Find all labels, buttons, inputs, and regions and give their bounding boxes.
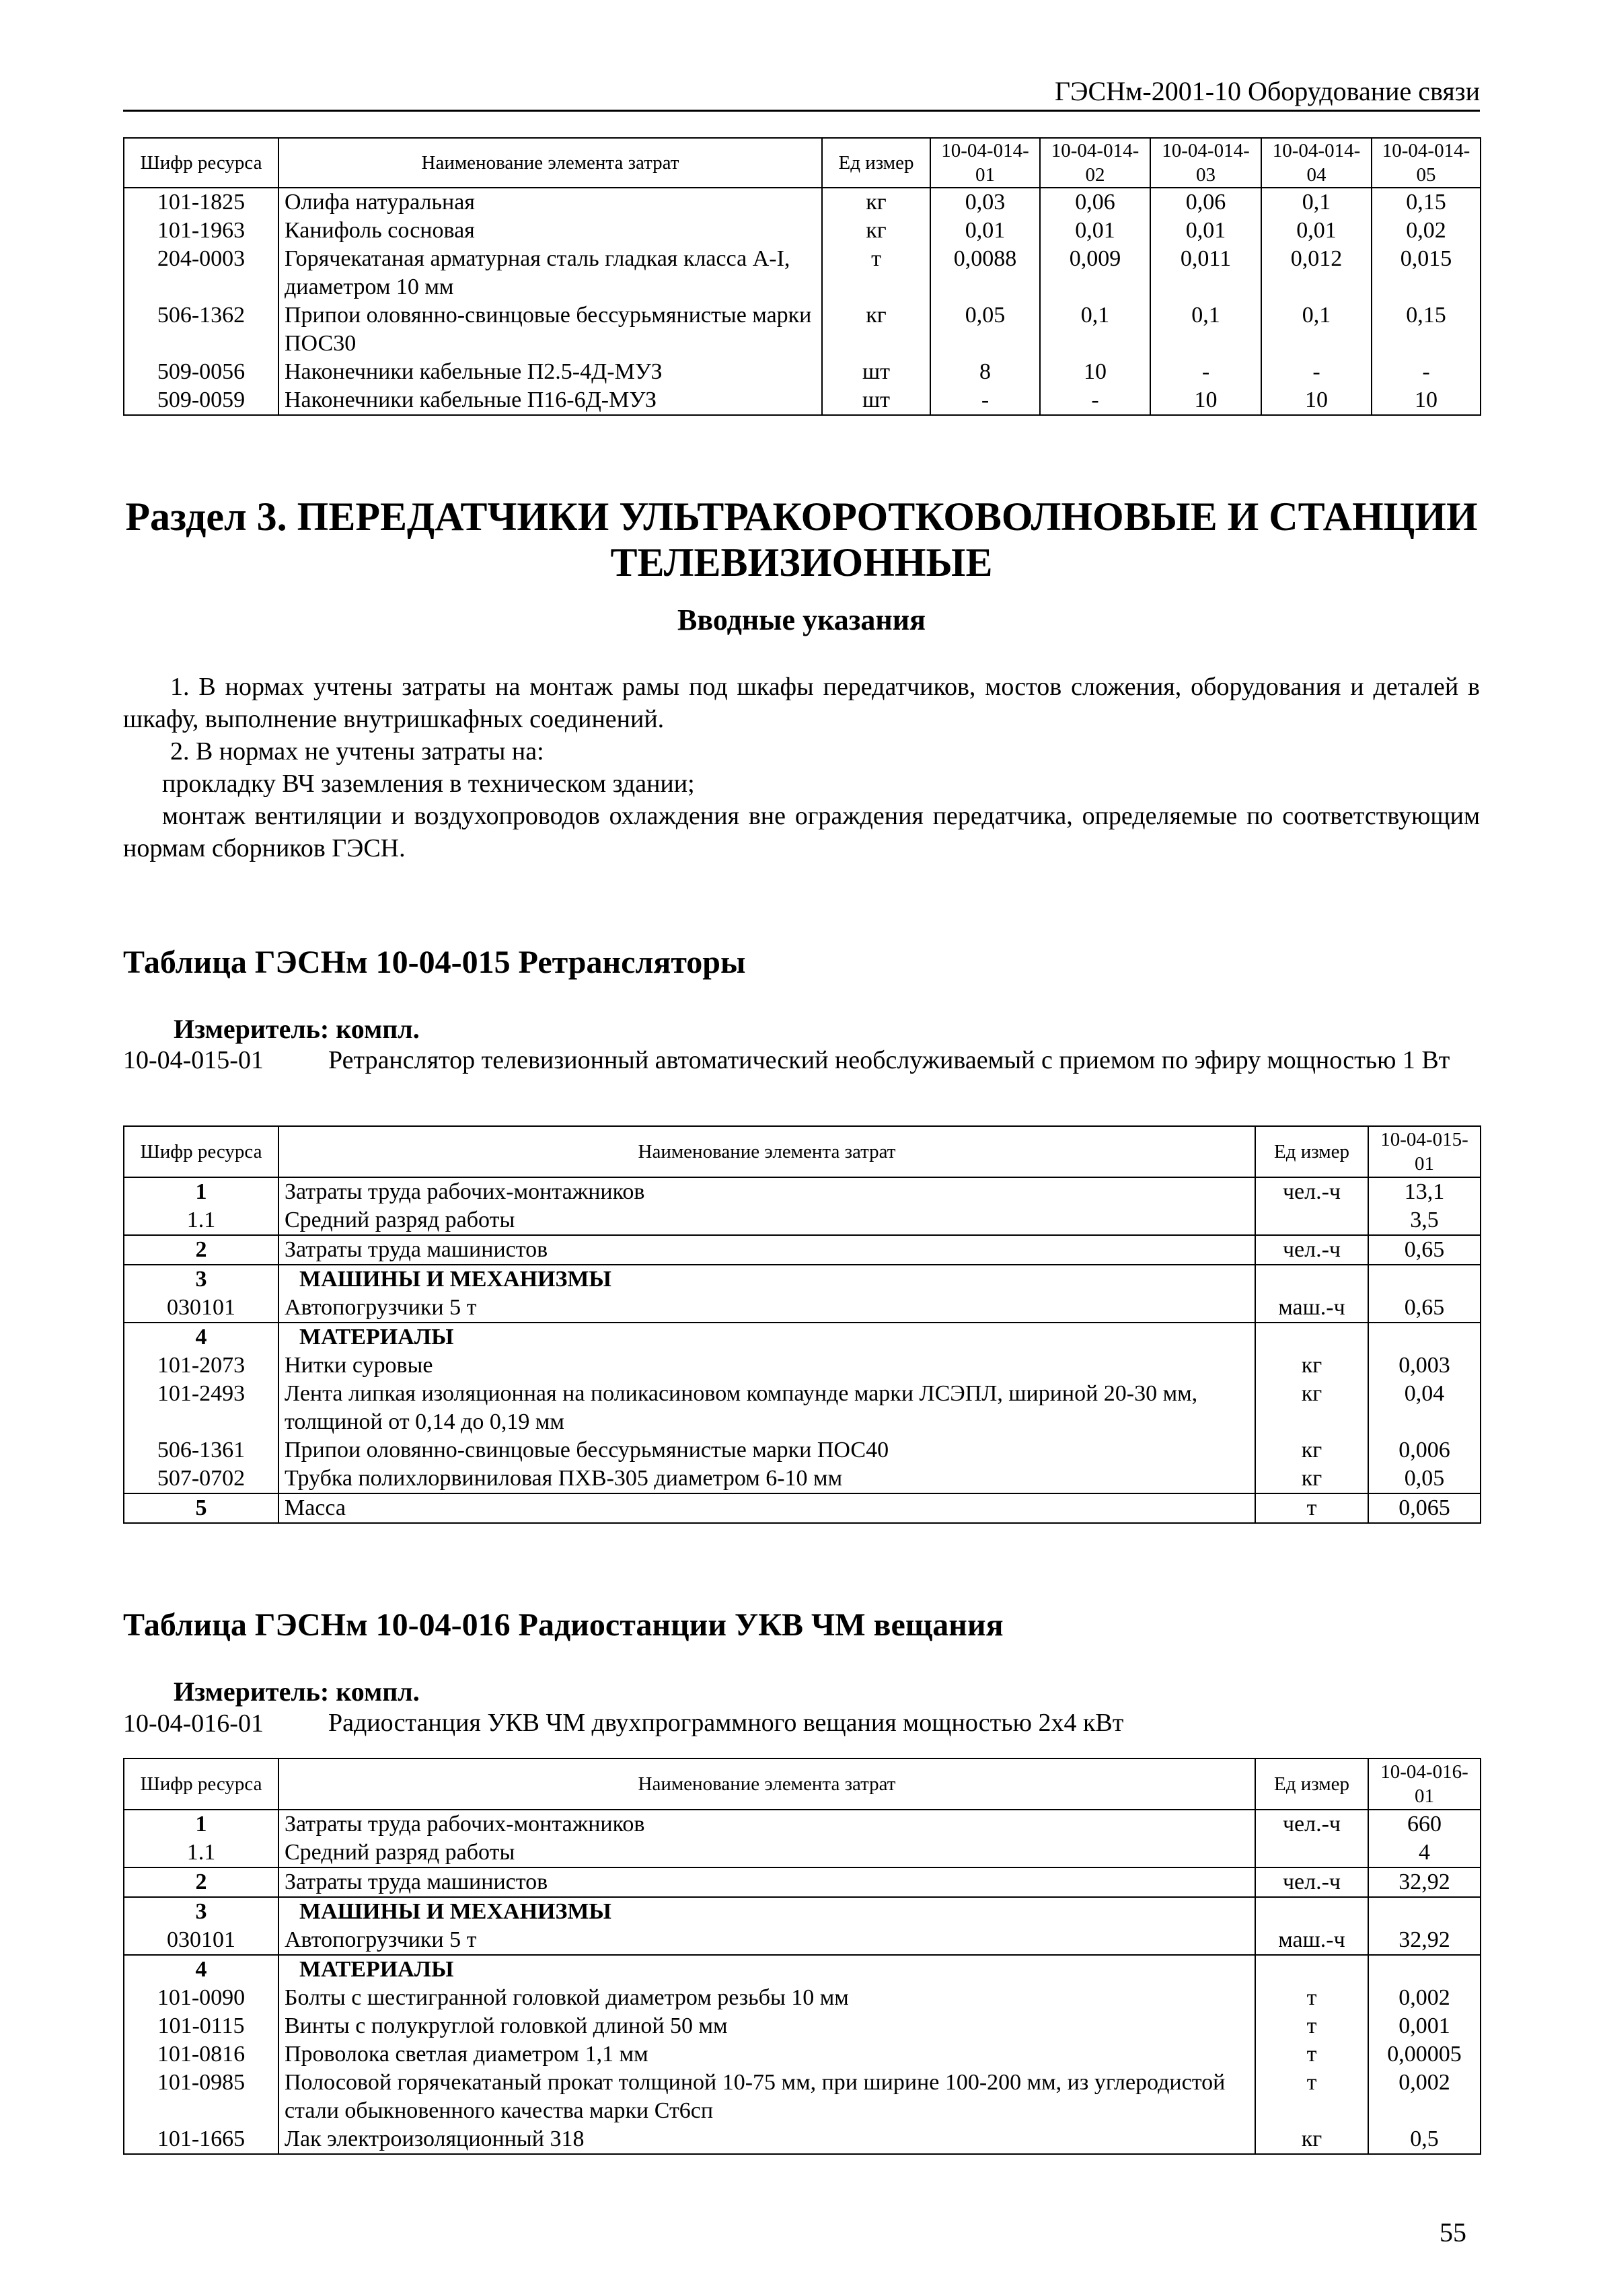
resource-name: Масса (278, 1493, 1255, 1523)
norm-code: 10-04-015-01 (123, 1046, 264, 1074)
resource-code: 101-1963 (124, 217, 278, 245)
value: 0,006 (1368, 1436, 1481, 1465)
col-header: Ед измер (1255, 1758, 1368, 1810)
value: - (1040, 386, 1150, 415)
table-row (124, 245, 1481, 301)
value: 0,002 (1368, 2069, 1481, 2125)
value: 0,01 (1150, 217, 1261, 245)
unit: кг (1255, 1465, 1368, 1493)
group-heading: МАШИНЫ И МЕХАНИЗМЫ (278, 1265, 1255, 1294)
value: 0,009 (1040, 245, 1150, 301)
resource-name: Средний разряд работы (278, 1206, 1255, 1235)
resource-code: 1 (124, 1177, 278, 1206)
intro-paragraph: монтаж вентиляции и воздухопроводов охлаждения вне ограждения передатчика, определяемые по соответствующим нормам сборников ГЭСН. (123, 802, 1480, 862)
col-header: Шифр ресурса (124, 1126, 278, 1177)
value: 0,01 (930, 217, 1040, 245)
unit: т (1255, 2069, 1368, 2125)
unit: маш.-ч (1255, 1294, 1368, 1323)
group-heading: МАТЕРИАЛЫ (278, 1323, 1255, 1351)
resource-code: 3 (124, 1265, 278, 1294)
col-header: 10-04-014-05 (1372, 138, 1481, 188)
table-row (124, 1177, 1481, 1206)
table-row (124, 1839, 1481, 1867)
measure-unit: Измеритель: компл. (174, 1676, 420, 1707)
value: 0,002 (1368, 1984, 1481, 2012)
col-header: Наименование элемента затрат (278, 1126, 1255, 1177)
value: 0,1 (1040, 301, 1150, 358)
unit: кг (1255, 1351, 1368, 1380)
resource-name: Горячекатаная арматурная сталь гладкая класса А-I, диаметром 10 мм (278, 245, 822, 301)
intro-paragraph: прокладку ВЧ заземления в техническом здании; (162, 770, 695, 798)
resource-code: 101-0090 (124, 1984, 278, 2012)
value: 0,01 (1261, 217, 1372, 245)
resource-code: 2 (124, 1867, 278, 1897)
unit (1255, 1206, 1368, 1235)
intro-heading: Вводные указания (677, 603, 926, 636)
value: 0,06 (1040, 188, 1150, 217)
resource-code: 1.1 (124, 1839, 278, 1867)
table-row (124, 1984, 1481, 2012)
resource-name: Припои оловянно-свинцовые бессурьмянистые марки ПОС40 (278, 1436, 1255, 1465)
col-header: Ед измер (1255, 1126, 1368, 1177)
unit (1255, 1955, 1368, 1984)
resource-name: Нитки суровые (278, 1351, 1255, 1380)
value: 13,1 (1368, 1177, 1481, 1206)
resource-code: 4 (124, 1323, 278, 1351)
table-top (123, 137, 1481, 416)
resource-name: Лак электроизоляционный 318 (278, 2125, 1255, 2154)
value: 0,015 (1372, 245, 1481, 301)
value: 4 (1368, 1839, 1481, 1867)
measure-unit: Измеритель: компл. (174, 1014, 420, 1044)
unit: чел.-ч (1255, 1867, 1368, 1897)
value: 0,04 (1368, 1380, 1481, 1436)
value: 0,65 (1368, 1294, 1481, 1323)
page-number: 55 (1440, 2217, 1466, 2248)
table-row (124, 1867, 1481, 1897)
resource-code: 101-0115 (124, 2012, 278, 2040)
resource-name: Проволока светлая диаметром 1,1 мм (278, 2040, 1255, 2069)
value: 3,5 (1368, 1206, 1481, 1235)
section-title (123, 494, 1480, 585)
value: 0,1 (1261, 188, 1372, 217)
value: 0,003 (1368, 1351, 1481, 1380)
norm-description: Ретранслятор телевизионный автоматический необслуживаемый с приемом по эфиру мощностью 1 Вт (328, 1046, 1450, 1074)
resource-name: Полосовой горячекатаный прокат толщиной 10-75 мм, при ширине 100-200 мм, из углеродистой стали обыкновенного качества марки Ст6сп (278, 2069, 1255, 2125)
value: 10 (1040, 358, 1150, 386)
table-row (124, 188, 1481, 217)
col-header: Шифр ресурса (124, 1758, 278, 1810)
value: 0,15 (1372, 301, 1481, 358)
resource-name: Припои оловянно-свинцовые бессурьмянистые марки ПОС30 (278, 301, 822, 358)
value (1368, 1897, 1481, 1926)
running-header: ГЭСНм-2001-10 Оборудование связи (1055, 76, 1480, 106)
table-016 (123, 1758, 1481, 2155)
col-header: Наименование элемента затрат (278, 1758, 1255, 1810)
col-header: 10-04-014-02 (1040, 138, 1150, 188)
table-title: Таблица ГЭСНм 10-04-015 Ретрансляторы (123, 945, 746, 980)
value: 0,012 (1261, 245, 1372, 301)
value: 0,65 (1368, 1235, 1481, 1265)
value: - (930, 386, 1040, 415)
unit: кг (822, 217, 930, 245)
table-row (124, 2125, 1481, 2154)
value: - (1261, 358, 1372, 386)
unit (1255, 1839, 1368, 1867)
resource-name: Винты с полукруглой головкой длиной 50 мм (278, 2012, 1255, 2040)
col-header: 10-04-014-01 (930, 138, 1040, 188)
table-015 (123, 1125, 1481, 1524)
col-header: Ед измер (822, 138, 930, 188)
resource-name: Затраты труда рабочих-монтажников (278, 1177, 1255, 1206)
resource-name: Наконечники кабельные П2.5-4Д-МУЗ (278, 358, 822, 386)
col-header: 10-04-015-01 (1368, 1126, 1481, 1177)
resource-name: Затраты труда машинистов (278, 1235, 1255, 1265)
unit: шт (822, 386, 930, 415)
value: 0,1 (1261, 301, 1372, 358)
table-row (124, 1897, 1481, 1926)
group-heading: МАШИНЫ И МЕХАНИЗМЫ (278, 1897, 1255, 1926)
value (1368, 1265, 1481, 1294)
resource-name: Средний разряд работы (278, 1839, 1255, 1867)
unit (1255, 1265, 1368, 1294)
table-row (124, 2069, 1481, 2125)
resource-code: 506-1362 (124, 301, 278, 358)
resource-code: 101-2073 (124, 1351, 278, 1380)
table-row (124, 1380, 1481, 1436)
value: 32,92 (1368, 1926, 1481, 1955)
value: - (1150, 358, 1261, 386)
table-row (124, 1955, 1481, 1984)
table-row (124, 1235, 1481, 1265)
value: 32,92 (1368, 1867, 1481, 1897)
norm-code: 10-04-016-01 (123, 1709, 264, 1738)
resource-code: 101-0816 (124, 2040, 278, 2069)
intro-paragraph: 2. В нормах не учтены затраты на: (170, 737, 544, 766)
value: 0,0088 (930, 245, 1040, 301)
resource-code: 509-0056 (124, 358, 278, 386)
resource-name: Лента липкая изоляционная на поликасиновом компаунде марки ЛСЭПЛ, шириной 20-30 мм, толщиной от 0,14 до 0,19 мм (278, 1380, 1255, 1436)
resource-code: 030101 (124, 1926, 278, 1955)
value: 0,05 (930, 301, 1040, 358)
table-row (124, 301, 1481, 358)
resource-code: 101-1825 (124, 188, 278, 217)
unit: т (1255, 2012, 1368, 2040)
unit: чел.-ч (1255, 1810, 1368, 1839)
col-header: 10-04-016-01 (1368, 1758, 1481, 1810)
unit (1255, 1897, 1368, 1926)
unit: кг (1255, 2125, 1368, 2154)
value: 0,5 (1368, 2125, 1481, 2154)
unit: шт (822, 358, 930, 386)
norm-description: Радиостанция УКВ ЧМ двухпрограммного вещания мощностью 2х4 кВт (328, 1709, 1124, 1737)
unit: т (822, 245, 930, 301)
header-rule (123, 110, 1480, 112)
resource-name: Трубка полихлорвиниловая ПХВ-305 диаметром 6-10 мм (278, 1465, 1255, 1493)
unit: маш.-ч (1255, 1926, 1368, 1955)
value: 0,1 (1150, 301, 1261, 358)
value: 8 (930, 358, 1040, 386)
resource-name: Олифа натуральная (278, 188, 822, 217)
resource-code: 1.1 (124, 1206, 278, 1235)
resource-code: 204-0003 (124, 245, 278, 301)
col-header: Наименование элемента затрат (278, 138, 822, 188)
value: 0,001 (1368, 2012, 1481, 2040)
col-header: Шифр ресурса (124, 138, 278, 188)
resource-code: 5 (124, 1493, 278, 1523)
value: 0,065 (1368, 1493, 1481, 1523)
table-title: Таблица ГЭСНм 10-04-016 Радиостанции УКВ ЧМ вещания (123, 1607, 1004, 1643)
table-row (124, 358, 1481, 386)
value: 10 (1261, 386, 1372, 415)
table-row (124, 1926, 1481, 1955)
table-row (124, 1294, 1481, 1323)
table-row (124, 1810, 1481, 1839)
resource-code: 101-1665 (124, 2125, 278, 2154)
unit (1255, 1323, 1368, 1351)
unit: т (1255, 1984, 1368, 2012)
resource-code: 3 (124, 1897, 278, 1926)
unit: т (1255, 2040, 1368, 2069)
resource-name: Наконечники кабельные П16-6Д-МУЗ (278, 386, 822, 415)
unit: кг (822, 188, 930, 217)
table-row (124, 1323, 1481, 1351)
resource-code: 507-0702 (124, 1465, 278, 1493)
resource-code: 101-0985 (124, 2069, 278, 2125)
value: 0,15 (1372, 188, 1481, 217)
resource-code: 506-1361 (124, 1436, 278, 1465)
resource-code: 101-2493 (124, 1380, 278, 1436)
table-row (124, 1465, 1481, 1493)
intro-paragraph: 1. В нормах учтены затраты на монтаж рамы под шкафы передатчиков, мостов сложения, оборудования и деталей в шкафу, выполнение внутришкафных соединений. (123, 673, 1480, 733)
value: 0,011 (1150, 245, 1261, 301)
value: 10 (1150, 386, 1261, 415)
resource-name: Автопогрузчики 5 т (278, 1294, 1255, 1323)
value: 0,01 (1040, 217, 1150, 245)
resource-code: 2 (124, 1235, 278, 1265)
col-header: 10-04-014-04 (1261, 138, 1372, 188)
resource-name: Затраты труда рабочих-монтажников (278, 1810, 1255, 1839)
section-title-line: Раздел 3. ПЕРЕДАТЧИКИ УЛЬТРАКОРОТКОВОЛНОВЫЕ И СТАНЦИИ (125, 494, 1478, 539)
col-header: 10-04-014-03 (1150, 138, 1261, 188)
resource-name: Канифоль сосновая (278, 217, 822, 245)
resource-code: 4 (124, 1955, 278, 1984)
value (1368, 1955, 1481, 1984)
table-row (124, 386, 1481, 415)
resource-name: Болты с шестигранной головкой диаметром резьбы 10 мм (278, 1984, 1255, 2012)
unit: чел.-ч (1255, 1177, 1368, 1206)
unit: т (1255, 1493, 1368, 1523)
value: 0,06 (1150, 188, 1261, 217)
table-row (124, 1436, 1481, 1465)
group-heading: МАТЕРИАЛЫ (278, 1955, 1255, 1984)
unit: кг (1255, 1380, 1368, 1436)
resource-name: Автопогрузчики 5 т (278, 1926, 1255, 1955)
resource-code: 509-0059 (124, 386, 278, 415)
value: - (1372, 358, 1481, 386)
value: 0,02 (1372, 217, 1481, 245)
value: 660 (1368, 1810, 1481, 1839)
table-row (124, 1206, 1481, 1235)
resource-name: Затраты труда машинистов (278, 1867, 1255, 1897)
value: 0,05 (1368, 1465, 1481, 1493)
section-title-line: ТЕЛЕВИЗИОННЫЕ (610, 540, 993, 585)
value: 10 (1372, 386, 1481, 415)
table-row (124, 1265, 1481, 1294)
unit: чел.-ч (1255, 1235, 1368, 1265)
table-row (124, 1493, 1481, 1523)
unit: кг (822, 301, 930, 358)
value: 0,03 (930, 188, 1040, 217)
value (1368, 1323, 1481, 1351)
resource-code: 030101 (124, 1294, 278, 1323)
table-row (124, 1351, 1481, 1380)
unit: кг (1255, 1436, 1368, 1465)
resource-code: 1 (124, 1810, 278, 1839)
table-row (124, 2040, 1481, 2069)
table-row (124, 217, 1481, 245)
value: 0,00005 (1368, 2040, 1481, 2069)
table-row (124, 2012, 1481, 2040)
